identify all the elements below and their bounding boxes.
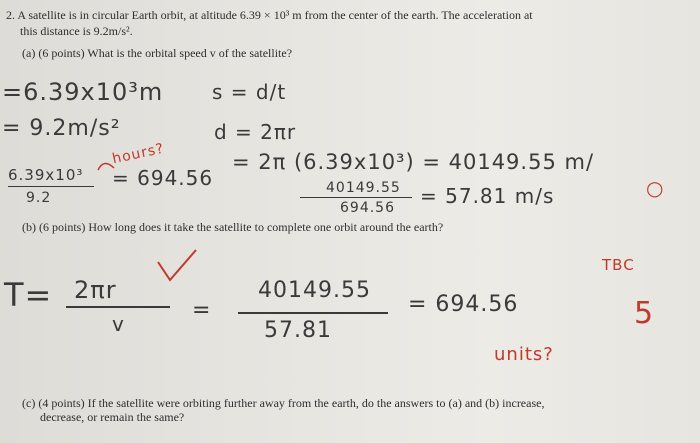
hw-distance-formula: d = 2πr — [214, 120, 297, 144]
hw-period-result: = 694.56 — [408, 292, 519, 317]
grader-units-note: units? — [494, 344, 554, 365]
grader-underline-icon — [98, 163, 114, 170]
hw-fraction-denominator: 9.2 — [26, 190, 52, 206]
hw-speed-result: = 57.81 m/s — [420, 184, 555, 208]
hw-result-a: = 694.56 — [112, 166, 214, 190]
hw-circumference: = 2π (6.39x10³) = 40149.55 m/ — [232, 150, 595, 174]
hw-equals: = — [192, 298, 212, 323]
hw-period-numerator-value: 40149.55 — [258, 278, 371, 303]
hw-period-denominator: v — [112, 312, 125, 336]
part-c-question-line2: decrease, or remain the same? — [40, 410, 185, 424]
problem-intro-line1: 2. A satellite is in circular Earth orbit, at altitude 6.39 × 10³ m from the center of the earth. The acceleration at — [6, 8, 533, 22]
hw-radius: =6.39x10³m — [2, 78, 164, 106]
hw-division-denominator: 694.56 — [340, 200, 395, 216]
hw-period-label: T= — [4, 276, 53, 314]
problem-intro-line2: this distance is 9.2m/s². — [20, 24, 133, 38]
hw-period-numerator: 2πr — [74, 276, 117, 304]
hw-fraction-numerator: 6.39x10³ — [8, 166, 84, 184]
part-b-question: (b) (6 points) How long does it take the satellite to complete one orbit around the earth? — [22, 220, 444, 234]
grader-tbc-note: TBC — [602, 256, 635, 274]
grader-score-b: 5 — [634, 296, 655, 331]
hw-speed-formula: s = d/t — [212, 80, 287, 104]
grader-checkmark-icon — [158, 250, 196, 280]
hw-acceleration: = 9.2m/s² — [2, 116, 121, 141]
grader-hours-note: hours? — [110, 140, 166, 168]
hw-division-numerator: 40149.55 — [326, 180, 401, 196]
grader-circle-mark: ○ — [646, 176, 665, 200]
part-a-question: (a) (6 points) What is the orbital speed v of the satellite? — [22, 46, 293, 60]
hw-period-denominator-value: 57.81 — [264, 318, 332, 343]
part-c-question-line1: (c) (4 points) If the satellite were orbiting further away from the earth, do the answers to (a) and (b) increase, — [22, 396, 545, 410]
